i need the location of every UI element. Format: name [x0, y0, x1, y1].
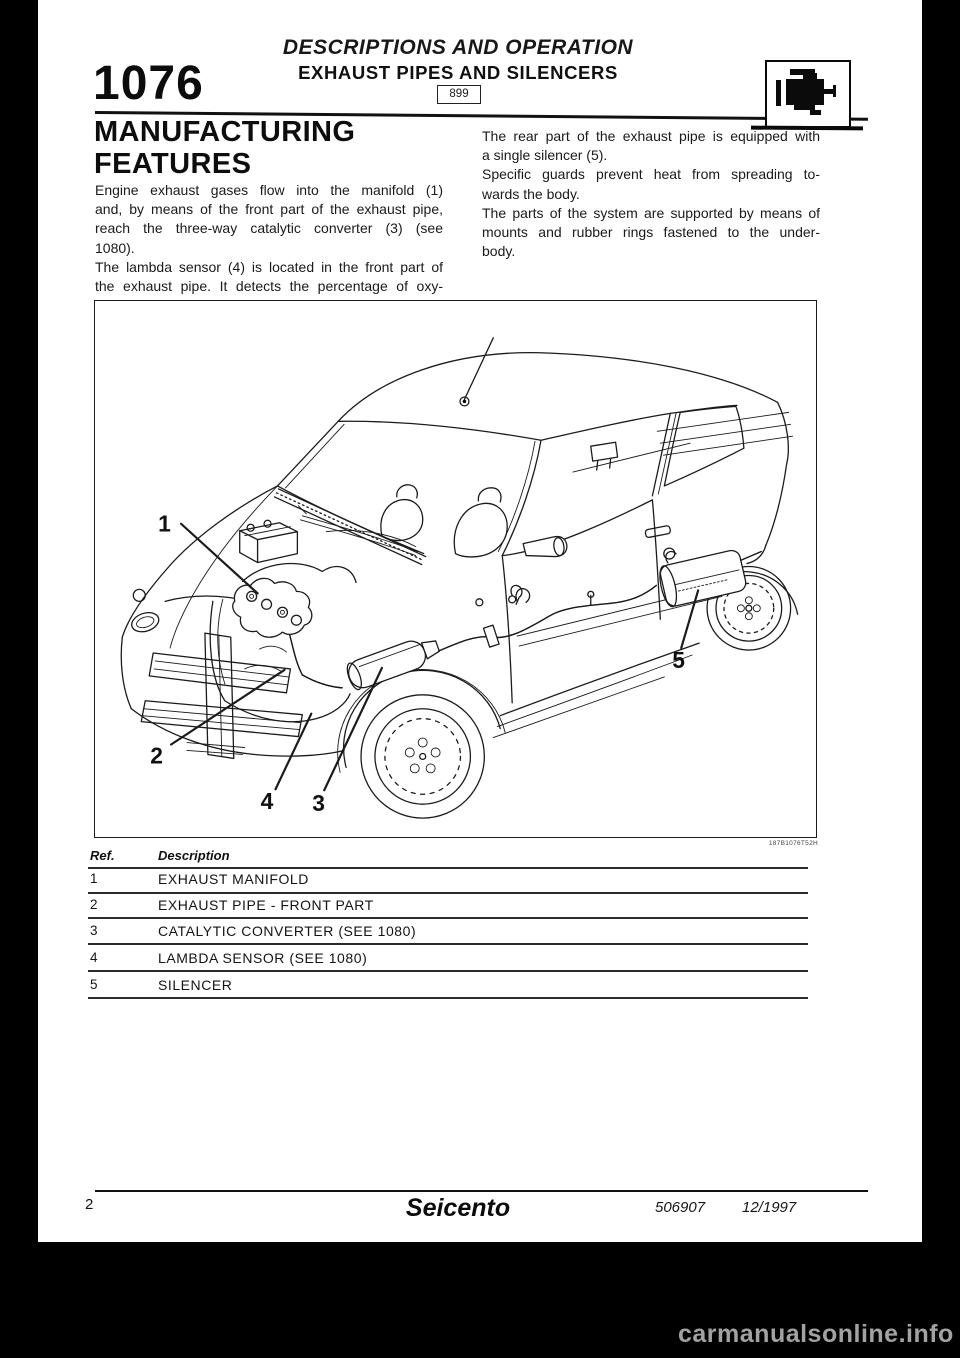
part-ref: 1 [90, 871, 98, 886]
table-rule [88, 867, 808, 869]
table-rule [88, 997, 808, 999]
callout-3: 3 [312, 790, 326, 817]
body-text-line: 1080). [95, 239, 135, 256]
car-exhaust-illustration [95, 301, 815, 836]
body-text-line: The parts of the system are supported by means of [482, 204, 820, 221]
body-text-line: and, by means of the front part of the exhaust pipe, [95, 201, 443, 218]
table-row [88, 977, 808, 997]
battery [240, 520, 298, 562]
table-rule [88, 943, 808, 945]
heading-line-1: MANUFACTURING [94, 116, 356, 148]
part-desc: EXHAUST PIPE - FRONT PART [158, 897, 374, 913]
table-row [88, 923, 808, 943]
engine-icon-glyph [767, 62, 844, 121]
heading-line-2: FEATURES [94, 148, 252, 180]
engine-icon [765, 60, 851, 128]
body-text-line: The rear part of the exhaust pipe is equipped with [482, 128, 820, 144]
footer-date: 12/1997 [742, 1199, 797, 1216]
interior [326, 442, 690, 557]
part-ref: 3 [90, 923, 98, 938]
section-number: 1076 [93, 57, 204, 110]
body-text-line: wards the body. [482, 185, 580, 202]
door-mirror [523, 537, 567, 557]
body-text-line: Specific guards prevent heat from spreading to- [482, 166, 820, 183]
page-title: EXHAUST PIPES AND SILENCERS [298, 62, 618, 83]
column-header-ref: Ref. [90, 848, 115, 863]
part-desc: LAMBDA SENSOR (SEE 1080) [158, 950, 368, 966]
exhaust-system-figure [94, 300, 817, 838]
footer-model-name: Seicento [405, 1194, 511, 1222]
body-text-line: the exhaust pipe. It detects the percentage of oxy- [95, 278, 443, 295]
watermark: carmanualsonline.info [678, 1320, 954, 1348]
body-text-line: mounts and rubber rings fastened to the under- [482, 224, 820, 241]
callout-1: 1 [158, 510, 171, 537]
right-column [482, 127, 820, 261]
section-kicker: DESCRIPTIONS AND OPERATION [282, 36, 634, 59]
manual-page [38, 0, 922, 1242]
table-row [88, 897, 808, 917]
table-rule [88, 970, 808, 972]
table-rule [88, 917, 808, 919]
footer-page-number: 2 [85, 1196, 94, 1213]
part-ref: 5 [90, 977, 98, 992]
body-text-line: body. [482, 243, 516, 260]
left-column [95, 181, 443, 315]
callout-5: 5 [672, 646, 686, 673]
table-row [88, 950, 808, 970]
body-text-line: The lambda sensor (4) is located in the front part of [95, 258, 443, 275]
part-ref: 4 [90, 950, 98, 965]
front-wheel [361, 695, 484, 818]
callout-2: 2 [150, 742, 163, 769]
body-text-line: reach the three-way catalytic converter (3) (see [95, 220, 443, 237]
footer-doc-number: 506907 [655, 1199, 706, 1216]
antenna [460, 338, 493, 406]
parts-table [88, 848, 808, 1002]
table-rule [88, 892, 808, 894]
footer-rule [95, 1190, 868, 1192]
body-text-line: Engine exhaust gases flow into the manifold (1) [95, 182, 443, 198]
part-ref: 2 [90, 897, 98, 912]
exhaust-manifold [233, 578, 312, 637]
page-ref-box: 899 [437, 85, 481, 104]
part-desc: SILENCER [158, 977, 233, 993]
column-header-desc: Description [158, 848, 230, 863]
part-desc: EXHAUST MANIFOLD [158, 871, 309, 887]
callout-4: 4 [260, 788, 274, 815]
article-heading [94, 116, 355, 180]
part-desc: CATALYTIC CONVERTER (SEE 1080) [158, 923, 417, 939]
figure-code: 187B1076T52H [768, 840, 818, 847]
table-row [88, 871, 808, 891]
body-text-line: a single silencer (5). [482, 147, 608, 164]
